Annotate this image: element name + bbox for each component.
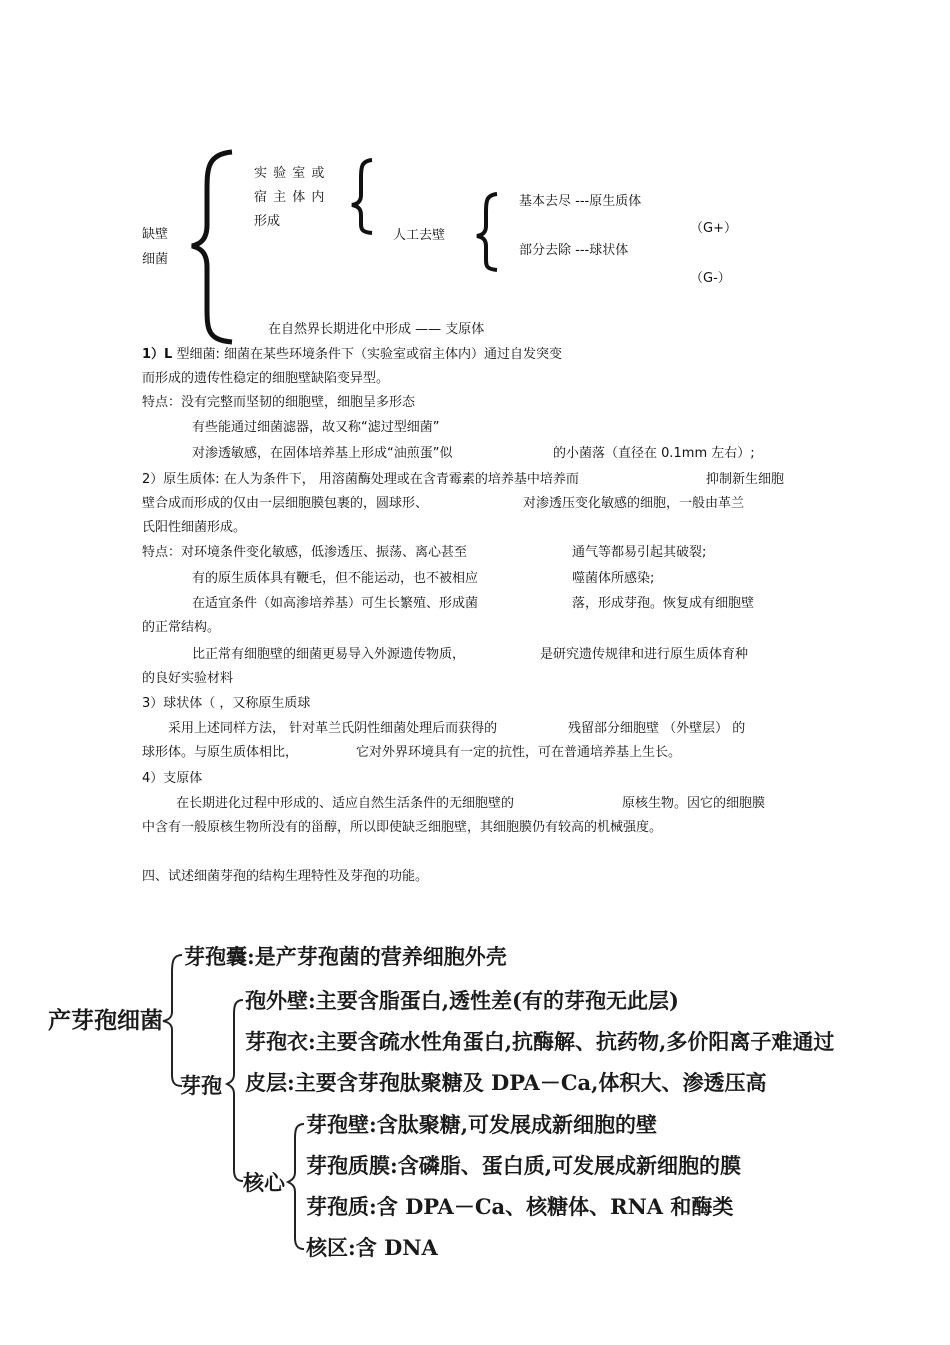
para3-line1a: 采用上述同样方法， 针对革兰氏阴性细菌处理后而获得的 bbox=[168, 721, 498, 736]
root-brace bbox=[163, 955, 182, 1086]
root-label-line1: 缺壁 bbox=[142, 227, 169, 242]
nucleoid-item: 核区:含 DNA bbox=[306, 1235, 438, 1260]
spore-coat-item: 芽孢衣:主要含疏水性角蛋白,抗酶解、抗药物,多价阳离子难通过 bbox=[245, 1029, 835, 1054]
feature2-line1a: 特点：对环境条件变化敏感，低渗透压、振荡、离心甚至 bbox=[142, 545, 468, 560]
exosporium-item: 孢外壁:主要含脂蛋白,透性差(有的芽孢无此层) bbox=[245, 988, 679, 1013]
feature2-line6: 的良好实验材料 bbox=[142, 671, 234, 686]
artificial-label: 人工去壁 bbox=[393, 228, 446, 243]
para4-line1b: 原核生物。因它的细胞膜 bbox=[622, 796, 766, 811]
spore-membrane-item: 芽孢质膜:含磷脂、蛋白质,可发展成新细胞的膜 bbox=[306, 1153, 742, 1178]
core-label: 核心 bbox=[243, 1170, 285, 1195]
para4-line1a: 在长期进化过程中形成的、适应自然生活条件的无细胞壁的 bbox=[176, 796, 515, 811]
para3-line1b: 残留部分细胞壁 （外壁层） 的 bbox=[568, 721, 746, 736]
spore-bacteria-root: 产芽孢细菌 bbox=[48, 1007, 163, 1034]
feature2-line2b: 噬菌体所感染; bbox=[572, 571, 655, 586]
para1-number: 1）L bbox=[142, 347, 173, 362]
gram-negative: （G-） bbox=[690, 271, 731, 286]
feature2-line3a: 在适宜条件（如高渗培养基）可生长繁殖、形成菌 bbox=[192, 596, 479, 611]
feature2-line1b: 通气等都易引起其破裂; bbox=[572, 545, 707, 560]
para3-line2b: 它对外界环境具有一定的抗性，可在普通培养基上生长。 bbox=[356, 745, 682, 760]
root-label-line2: 细菌 bbox=[142, 252, 169, 267]
para2-line1b: 抑制新生细胞 bbox=[706, 472, 785, 487]
feature2-line5b: 是研究遗传规律和进行原生质体育种 bbox=[540, 647, 749, 662]
spore-cytoplasm-item: 芽孢质:含 DPA－Ca、核糖体、RNA 和酶类 bbox=[306, 1194, 734, 1219]
feature2-line5a: 比正常有细胞壁的细菌更易导入外源遗传物质， bbox=[192, 647, 466, 662]
para2-line3: 氏阳性细菌形成。 bbox=[142, 520, 247, 535]
lab-label-line2: 宿 主 体 内 bbox=[254, 190, 326, 205]
feature2-line3b: 落，形成芽孢。恢复成有细胞壁 bbox=[572, 596, 755, 611]
para3-line2a: 球形体。与原生质体相比， bbox=[142, 745, 299, 760]
para2-line2b: 对渗透压变化敏感的细胞，一般由革兰 bbox=[523, 496, 745, 511]
core-brace bbox=[288, 1124, 304, 1249]
spore-brace bbox=[227, 1000, 243, 1181]
lab-label-line3: 形成 bbox=[254, 214, 281, 229]
para4-line2: 中含有一般原核生物所没有的甾醇，所以即使缺乏细胞壁，其细胞膜仍有较高的机械强度。 bbox=[142, 820, 663, 835]
gram-positive: （G+） bbox=[690, 221, 737, 236]
feature2-line2a: 有的原生质体具有鞭毛，但不能运动，也不被相应 bbox=[192, 571, 479, 586]
lab-label-line1: 实 验 室 或 bbox=[254, 166, 326, 181]
para1-text: 型细菌: 细菌在某些环境条件下（实验室或宿主体内）通过自发突变 bbox=[172, 347, 562, 362]
sporangium-item: 芽孢囊:是产芽孢菌的营养细胞外壳 bbox=[184, 944, 507, 969]
feature1-line3b: 的小菌落（直径在 0.1mm 左右）; bbox=[553, 446, 755, 461]
feature2-line4: 的正常结构。 bbox=[142, 620, 221, 635]
para3-heading: 3）球状体（ ，又称原生质球 bbox=[142, 696, 311, 711]
feature1-line1: 特点：没有完整而坚韧的细胞壁，细胞呈多形态 bbox=[142, 395, 416, 410]
partial-removal: 部分去除 ---球状体 bbox=[519, 243, 629, 258]
para1-line2: 而形成的遗传性稳定的细胞壁缺陷变异型。 bbox=[142, 371, 390, 386]
cortex-item: 皮层:主要含芽孢肽聚糖及 DPA－Ca,体积大、渗透压高 bbox=[245, 1070, 767, 1095]
feature1-line2: 有些能通过细菌滤器，故又称“滤过型细菌” bbox=[192, 420, 440, 435]
spore-wall-item: 芽孢壁:含肽聚糖,可发展成新细胞的壁 bbox=[306, 1112, 658, 1137]
spore-label: 芽孢 bbox=[180, 1073, 222, 1098]
basic-removal: 基本去尽 ---原生质体 bbox=[519, 194, 642, 209]
para2-line2a: 壁合成而形成的仅由一层细胞膜包裹的，圆球形、 bbox=[142, 496, 429, 511]
feature1-line3a: 对渗透敏感，在固体培养基上形成“油煎蛋”似 bbox=[192, 446, 453, 461]
para2-line1a: 2）原生质体: 在人为条件下， 用溶菌酶处理或在含青霉素的培养基中培养而 bbox=[142, 472, 579, 487]
question-4: 四、试述细菌芽孢的结构生理特性及芽孢的功能。 bbox=[142, 869, 429, 884]
para4-heading: 4）支原体 bbox=[142, 771, 203, 786]
natural-label: 在自然界长期进化中形成 —— 支原体 bbox=[268, 322, 485, 337]
